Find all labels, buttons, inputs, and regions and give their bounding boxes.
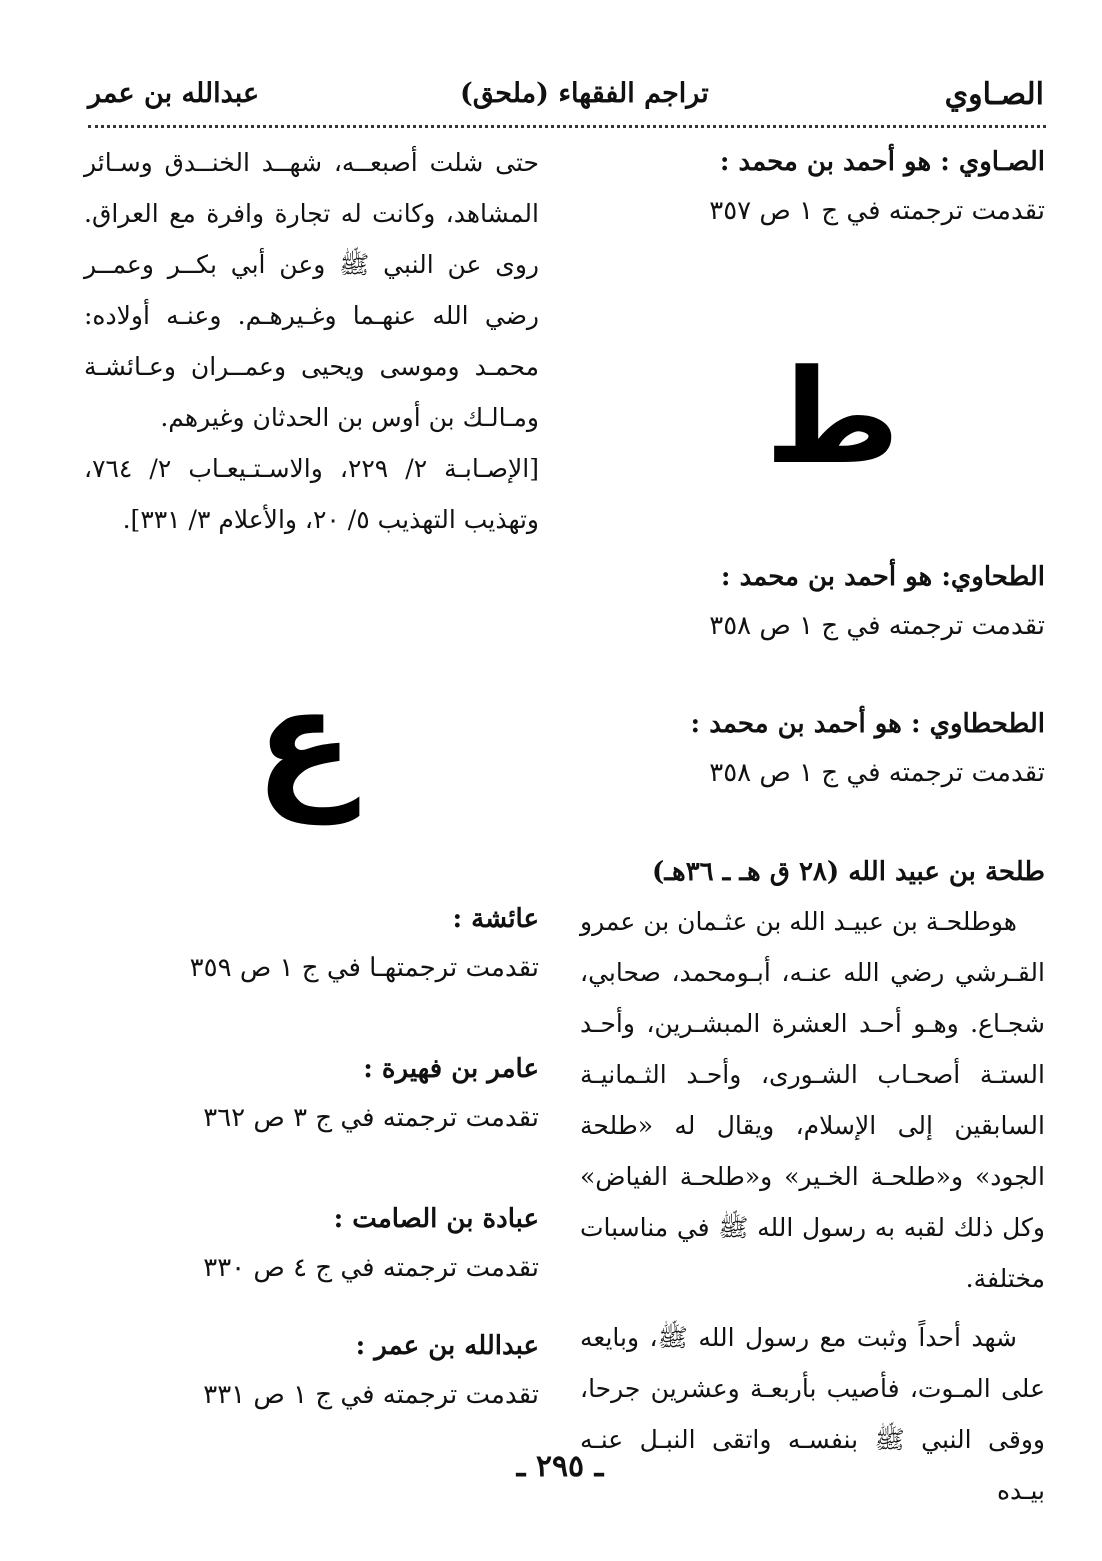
entry-talha	[580, 848, 1045, 1516]
entry-reference: تقدمت ترجمته في ج ٤ ص ٣٣٠	[203, 1253, 539, 1283]
entry-sawi	[580, 138, 1045, 236]
page-number: ـ ٢٩٥ ـ	[516, 1449, 604, 1484]
section-letter-ain: ع	[255, 656, 355, 825]
entry-title: عبادة بن الصامت :	[333, 1204, 539, 1234]
entry-title: طلحة بن عبيد الله (٢٨ ق هـ ـ ٣٦هـ)	[652, 857, 1045, 887]
header-left-title: عبدالله بن عمر	[88, 78, 260, 109]
biography-paragraph: هوطلحـة بن عبيـد الله بن عثـمان بن عمرو القـرشي رضي الله عنـه، أبـومحمد، صحابي، شجـاع. وهـو أحـد العشرة المبشـرين، وأحـد الستـة أصحـاب الشـورى، وأحـد الثـمانيـة السابقين إلى الإسلام، ويقال له «طلحة الجود» و«طلحـة الخـير» و«طلحـة الفياض» وكل ذلك لقبه به رسول الله ﷺ في مناسبات مختلفة.	[580, 907, 1045, 1293]
entry-ubada	[84, 1195, 539, 1293]
entry-tahawi	[580, 553, 1045, 651]
entry-reference: تقدمت ترجمته في ج ١ ص ٣٥٧	[709, 196, 1045, 226]
sources-paragraph: [الإصـابـة ٢/ ٢٢٩، والاسـتـيعـاب ٢/ ٧٦٤، وتهذيب التهذيب ٥/ ٢٠، والأعلام ٣/ ٣٣١].	[84, 454, 539, 534]
entry-title: الطحطاوي : هو أحمد بن محمد :	[690, 709, 1045, 739]
entry-amir	[84, 1045, 539, 1143]
entry-talha-continued	[84, 137, 539, 545]
entry-title: عامر بن فهيرة :	[363, 1054, 539, 1084]
entry-tahtawi	[580, 700, 1045, 798]
header-right-title: الصـاوي	[944, 77, 1044, 112]
entry-reference: تقدمت ترجمته في ج ١ ص ٣٥٨	[709, 758, 1045, 788]
header-center-title: (ملحق) تراجم الفقهاء	[460, 78, 709, 109]
entry-title: عبدالله بن عمر :	[355, 1331, 539, 1361]
entry-title: الطحاوي: هو أحمد بن محمد :	[720, 562, 1045, 592]
header-divider	[88, 125, 1046, 128]
entry-reference: تقدمت ترجمته في ج ١ ص ٣٥٨	[709, 611, 1045, 641]
entry-reference: تقدمت ترجمته في ج ١ ص ٣٣١	[203, 1380, 539, 1410]
entry-title: الصـاوي : هو أحمد بن محمد :	[719, 147, 1045, 177]
biography-paragraph: شهد أحداً وثبت مع رسول الله ﷺ، وبايعه على المـوت، فأصيب بأربعـة وعشرين جرحا، ووقى النبي ﷺ بنفسـه واتقى النبـل عنـه بيـده	[580, 1323, 1045, 1505]
entry-reference: تقدمت ترجمته في ج ٣ ص ٣٦٢	[203, 1103, 539, 1133]
entry-title: عائشة :	[452, 904, 539, 934]
biography-paragraph: حتى شلت أصبعــه، شهــد الخنــدق وسـائر المشاهد، وكانت له تجارة وافرة مع العراق. روى عن النبي ﷺ وعن أبي بكــر وعمــر رضي الله عنهـما وغـيرهـم. وعنـه أولاده: محمـد وموسى ويحيى وعمــران وعـائشـة ومـالـك بن أوس بن الحدثان وغيرهم.	[84, 148, 539, 432]
entry-reference: تقدمت ترجمتهـا في ج ١ ص ٣٥٩	[189, 953, 539, 983]
section-letter-ta: ط	[765, 341, 901, 493]
entry-aisha	[84, 895, 539, 993]
entry-abdullah	[84, 1322, 539, 1420]
